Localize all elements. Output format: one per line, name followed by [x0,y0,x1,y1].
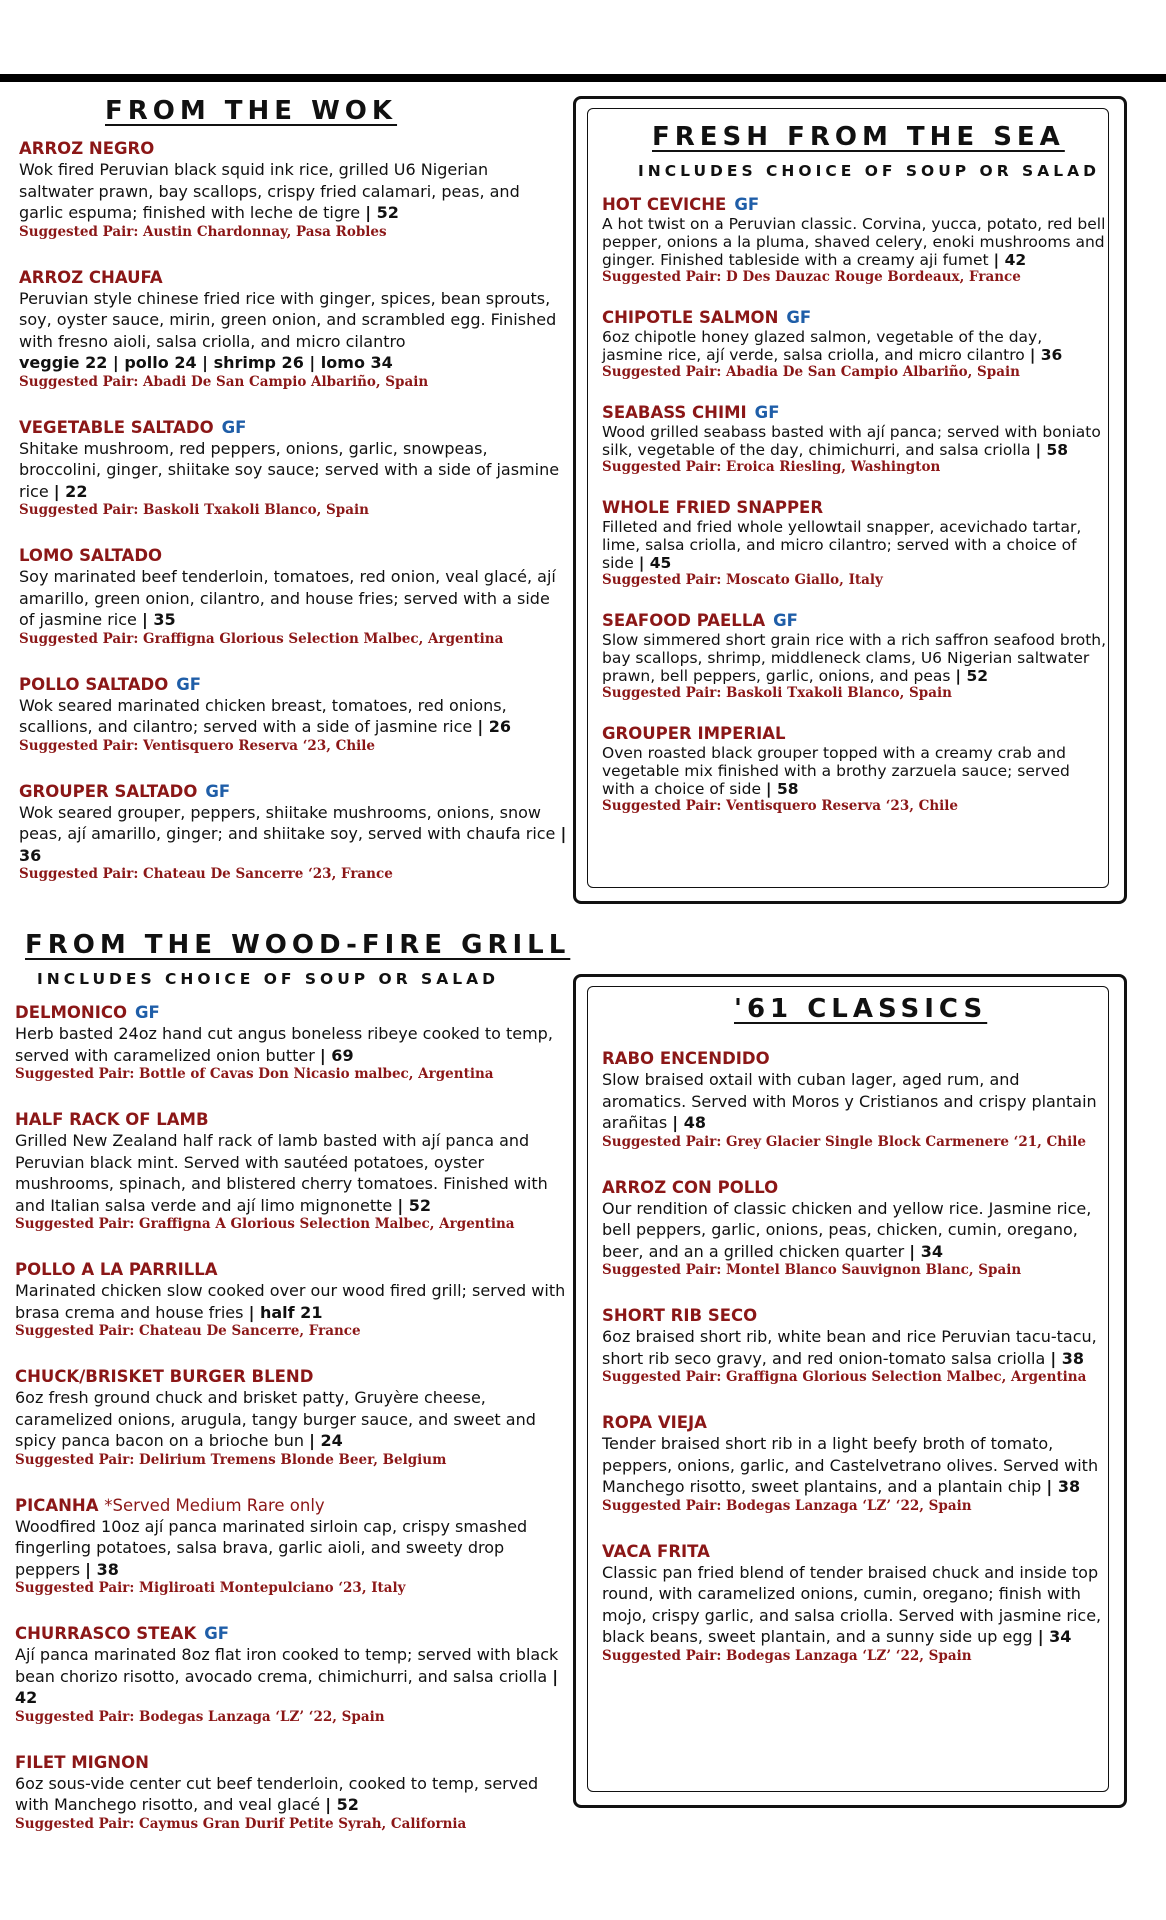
menu-item-description [15,1280,567,1323]
menu-item-description-text: Wood grilled seabass basted with ají panca; served with boniato silk, vegetable of the day, chimichurri, and salsa criolla [602,423,1101,459]
menu-item-price: | 36 [1029,346,1063,364]
menu-item-title [602,1412,1107,1433]
section-title-sea: FRESH FROM THE SEA [652,122,1065,152]
menu-item-description [602,1198,1107,1263]
section-subtitle-grill: INCLUDES CHOICE OF SOUP OR SALAD [37,970,499,988]
menu-item [602,723,1107,815]
menu-item-description-text: Marinated chicken slow cooked over our wood fired grill; served with brasa crema and house fries [15,1281,566,1322]
menu-item-name: GROUPER IMPERIAL [602,724,786,743]
menu-item-description [19,802,567,867]
menu-item [19,545,567,648]
wine-pairing: Suggested Pair: Baskoli Txakoli Blanco, Spain [19,502,369,518]
gluten-free-badge: GF [754,403,780,422]
menu-item-name: FILET MIGNON [15,1752,149,1772]
menu-item-name: HALF RACK OF LAMB [15,1110,209,1129]
menu-item-name: GROUPER SALTADO [19,781,198,801]
menu-item [602,497,1107,589]
menu-item-title [602,1048,1107,1069]
menu-item [19,138,567,241]
menu-item-name: VEGETABLE SALTADO [19,417,214,437]
menu-item-description [15,1644,567,1709]
menu-item-name: SEAFOOD PAELLA [602,611,766,630]
wine-pairing: Suggested Pair: Abadi De San Campio Albariño, Spain [19,373,429,390]
menu-item-name: WHOLE FRIED SNAPPER [602,498,824,517]
menu-item [15,1366,567,1469]
menu-item-title [602,1305,1107,1326]
menu-item-name: CHUCK/BRISKET BURGER BLEND [15,1367,314,1386]
menu-item-description-text: Wok fired Peruvian black squid ink rice, grilled U6 Nigerian saltwater prawn, bay scallops, crispy fried calamari, peas, and garlic espuma; finished with leche de tigre [19,160,520,222]
menu-item-note: *Served Medium Rare only [104,1495,325,1515]
menu-item-price-options: veggie 22 | pollo 24 | shrimp 26 | lomo 34 [19,353,393,372]
menu-item-price: | 34 [1037,1627,1072,1646]
menu-item-name: ARROZ CHAUFA [19,267,163,287]
menu-item-title [15,1109,567,1130]
menu-item-title [19,781,567,802]
wine-pairing: Suggested Pair: Graffigna Glorious Selection Malbec, Argentina [602,1369,1087,1385]
menu-item-description [19,695,567,738]
menu-item-description [602,1326,1107,1369]
menu-item-title [602,723,1107,744]
menu-item [15,1752,567,1833]
menu-item-description-text: 6oz sous-vide center cut beef tenderloin, cooked to temp, served with Manchego risotto, and veal glacé [15,1773,539,1814]
menu-item-title [602,194,1107,215]
grill-items [15,1002,567,1833]
wine-pairing: Suggested Pair: Bodegas Lanzaga ‘LZ’ ‘22, Spain [15,1708,385,1725]
menu-item-name: POLLO SALTADO [19,674,169,694]
menu-item-title [602,402,1107,423]
menu-item-price: | 42 [993,251,1027,269]
menu-item-name: LOMO SALTADO [19,546,163,565]
menu-item-description [15,1387,567,1452]
section-subtitle-sea: INCLUDES CHOICE OF SOUP OR SALAD [638,162,1100,180]
gluten-free-badge: GF [204,1624,230,1643]
menu-item-description [602,518,1107,572]
menu-item [15,1259,567,1340]
menu-item-description [15,1130,567,1216]
menu-item [602,610,1107,702]
menu-item-description [19,159,567,224]
wine-pairing: Suggested Pair: Chateau De Sancerre ‘23, France [19,866,393,882]
menu-item-title [602,1541,1107,1562]
menu-item-title [19,674,567,695]
wine-pairing: Suggested Pair: Caymus Gran Durif Petite Syrah, California [15,1815,467,1832]
menu-item-description [15,1773,567,1816]
menu-item-price: | 45 [638,554,672,572]
menu-item [602,1048,1107,1151]
menu-item [602,307,1107,381]
menu-item-title [602,610,1107,631]
menu-item-price: | 48 [672,1113,706,1132]
menu-item-description-text: Peruvian style chinese fried rice with ginger, spices, bean sprouts, soy, oyster sauce, mirin, green onion, and scrambled egg. Finished with fresno aioli, salsa criolla, and micro cilantro [19,288,557,351]
menu-item-description-text: Our rendition of classic chicken and yellow rice. Jasmine rice, bell peppers, garlic, onions, peas, chicken, cumin, oregano, beer, and an a grilled chicken quarter [602,1198,1092,1261]
menu-item-price: | 26 [477,717,512,736]
menu-item-name: CHURRASCO STEAK [15,1624,197,1643]
menu-item-title [19,545,567,566]
menu-item-description [602,1562,1107,1648]
menu-item-name: POLLO A LA PARRILLA [15,1260,218,1279]
menu-item-price: | 52 [955,667,989,685]
menu-item-price: | 52 [397,1195,432,1215]
gluten-free-badge: GF [205,781,231,801]
wine-pairing: Suggested Pair: Bodegas Lanzaga ‘LZ’ ‘22, Spain [602,1647,972,1664]
menu-item-description-text: Tender braised short rib in a light beefy broth of tomato, peppers, onions, garlic, and Castelvetrano olives. Served with Manchego risotto, sweet plantains, and a plantain chip [602,1434,1099,1496]
top-rule [0,74,1166,82]
menu-item [602,194,1107,286]
menu-item-price: | 36 [19,824,567,865]
menu-item-title [15,1495,567,1516]
menu-item-description-text: 6oz chipotle honey glazed salmon, vegetable of the day, jasmine rice, ají verde, salsa criolla, and micro cilantro [602,328,1043,364]
menu-item-price: | 38 [85,1559,119,1579]
menu-item-description [19,566,567,631]
menu-item-name: ARROZ NEGRO [19,139,155,158]
wine-pairing: Suggested Pair: Bottle of Cavas Don Nicasio malbec, Argentina [15,1066,494,1082]
section-title-classics: '61 CLASSICS [734,994,988,1024]
menu-item [602,1412,1107,1515]
section-sea [602,122,1107,836]
menu-item-description-text: Shitake mushroom, red peppers, onions, garlic, snowpeas, broccolini, ginger, shiitake soy sauce; served with a side of jasmine rice [19,438,560,501]
menu-item-description-text: Herb basted 24oz hand cut angus boneless ribeye cooked to temp, served with caramelized onion butter [15,1024,553,1065]
menu-item [15,1623,567,1726]
menu-item-description-text: Classic pan fried blend of tender braised chuck and inside top round, with caramelized onions, cumin, oregano; finish with mojo, crispy garlic, and salsa criolla. Served with jasmine rice, black beans, sweet plantain, and a sunny side up egg [602,1562,1102,1646]
gluten-free-badge: GF [786,308,812,327]
menu-item-name: ROPA VIEJA [602,1413,707,1432]
menu-item-price: | 42 [15,1666,559,1707]
menu-item-name: CHIPOTLE SALMON [602,308,779,327]
menu-item [15,1495,567,1598]
menu-item-description-text: A hot twist on a Peruvian classic. Corvina, yucca, potato, red bell pepper, onions a la pluma, shaved celery, enoki mushrooms and ginger. Finished tableside with a creamy aji fumet [602,215,1106,269]
menu-item-description [602,1433,1107,1498]
sea-items [602,194,1107,815]
gluten-free-badge: GF [221,417,247,437]
menu-item [15,1109,567,1233]
menu-item-name: SEABASS CHIMI [602,403,747,422]
menu-item-description-text: Oven roasted black grouper topped with a creamy crab and vegetable mix finished with a brothy zarzuela sauce; served with a choice of side [602,744,1070,798]
menu-item-description-text: Filleted and fried whole yellowtail snapper, acevichado tartar, lime, salsa criolla, and micro cilantro; served with a choice of side [602,518,1082,572]
gluten-free-badge: GF [734,195,760,214]
menu-item [19,417,567,520]
menu-item-description-text: Grilled New Zealand half rack of lamb basted with ají panca and Peruvian black mint. Served with sautéed potatoes, oyster mushrooms, spinach, and blistered cherry tomatoes. Finished with and Italian salsa verde and ají limo mignonette [15,1131,548,1215]
menu-item-description-text: Wok seared marinated chicken breast, tomatoes, red onions, scallions, and cilantro; served with a side of jasmine rice [19,695,507,736]
wine-pairing: Suggested Pair: Ventisquero Reserva ‘23, Chile [19,737,376,754]
menu-item-name: RABO ENCENDIDO [602,1049,770,1068]
wine-pairing: Suggested Pair: Chateau De Sancerre, France [15,1323,361,1339]
menu-item [15,1002,567,1083]
menu-item [602,1541,1107,1665]
menu-item-title [602,307,1107,328]
classics-items [602,1048,1107,1665]
section-wok [19,96,567,909]
menu-item-description [15,1023,567,1066]
menu-item-title [602,1177,1107,1198]
menu-item [19,674,567,755]
gluten-free-badge: GF [176,674,202,694]
menu-item-description-text: Ají panca marinated 8oz flat iron cooked to temp; served with black bean chorizo risotto, avocado crema, chimichurri, and salsa criolla [15,1645,559,1686]
menu-item-price: | 22 [53,481,88,501]
wine-pairing: Suggested Pair: D Des Dauzac Rouge Bordeaux, France [602,269,1021,285]
menu-item-description [602,328,1107,364]
gluten-free-badge: GF [773,611,798,630]
wine-pairing: Suggested Pair: Eroica Riesling, Washington [602,459,941,475]
wine-pairing: Suggested Pair: Bodegas Lanzaga ‘LZ’ ‘22, Spain [602,1497,972,1514]
menu-item [19,781,567,884]
menu-item-price: | 24 [309,1431,343,1450]
section-classics [602,994,1107,1691]
menu-item-description-text: 6oz fresh ground chuck and brisket patty, Gruyère cheese, caramelized onions, arugula, tangy burger sauce, and sweet and spicy panca bacon on a brioche bun [15,1388,536,1450]
section-title-grill: FROM THE WOOD-FIRE GRILL [25,930,571,960]
menu-item-title [15,1623,567,1644]
menu-item-description-text: Woodfired 10oz ají panca marinated sirloin cap, crispy smashed fingerling potatoes, salsa brava, garlic aioli, and sweety drop peppers [15,1516,528,1579]
wine-pairing: Suggested Pair: Migliroati Montepulciano ‘23, Italy [15,1580,406,1596]
menu-item-name: DELMONICO [15,1003,128,1022]
menu-item-title [19,138,567,159]
section-grill [15,930,571,1859]
wok-items [19,138,567,883]
menu-item-price: | 38 [1050,1348,1085,1368]
menu-item-description [602,423,1107,459]
wine-pairing: Suggested Pair: Abadia De San Campio Albariño, Spain [602,364,1020,380]
menu-item [602,1177,1107,1280]
menu-item [602,402,1107,476]
menu-item-description [19,288,567,353]
wine-pairing: Suggested Pair: Baskoli Txakoli Blanco, Spain [602,685,952,701]
menu-item-title [15,1366,567,1387]
menu-item-price: | 35 [141,610,176,629]
wine-pairing: Suggested Pair: Ventisquero Reserva ‘23, Chile [602,798,959,814]
menu-item [19,267,567,391]
wine-pairing: Suggested Pair: Austin Chardonnay, Pasa Robles [19,223,387,240]
wine-pairing: Suggested Pair: Graffigna Glorious Selection Malbec, Argentina [19,630,504,647]
menu-item-title [15,1752,567,1773]
wine-pairing: Suggested Pair: Montel Blanco Sauvignon Blanc, Spain [602,1262,1022,1278]
menu-item-description [602,744,1107,798]
menu-item-name: SHORT RIB SECO [602,1306,758,1325]
menu-item-price: | 52 [325,1795,359,1814]
menu-item-title [19,417,567,438]
menu-item-title [15,1002,567,1023]
wine-pairing: Suggested Pair: Grey Glacier Single Block Carmenere ‘21, Chile [602,1133,1086,1150]
menu-item [602,1305,1107,1386]
menu-item-price: | 34 [909,1241,943,1261]
menu-item-price: | 38 [1046,1477,1081,1496]
menu-item-name: VACA FRITA [602,1541,710,1561]
menu-item-description-text: Soy marinated beef tenderloin, tomatoes, red onion, veal glacé, ají amarillo, green onion, cilantro, and house fries; served with a side of jasmine rice [19,567,556,629]
menu-item-description [19,438,567,503]
menu-item-price: | half 21 [248,1302,323,1322]
menu-item-name: ARROZ CON POLLO [602,1177,779,1197]
wine-pairing: Suggested Pair: Graffigna A Glorious Selection Malbec, Argentina [15,1216,515,1232]
menu-item-title [602,497,1107,518]
menu-item-title [15,1259,567,1280]
menu-item-description [15,1516,567,1581]
menu-item-description [602,215,1107,269]
menu-item-name: PICANHA [15,1495,99,1515]
section-title-wok: FROM THE WOK [105,96,398,126]
menu-item-price: | 58 [1035,441,1069,459]
menu-item-price: | 52 [365,203,399,222]
menu-item-description-text: Slow simmered short grain rice with a rich saffron seafood broth, bay scallops, shrimp, middleneck clams, U6 Nigerian saltwater prawn, bell peppers, garlic, onions, and peas [602,631,1107,685]
menu-item-description-text: Slow braised oxtail with cuban lager, aged rum, and aromatics. Served with Moros y Cristianos and crispy plantain arañitas [602,1070,1097,1132]
wine-pairing: Suggested Pair: Moscato Giallo, Italy [602,572,883,588]
menu-item-description [602,1069,1107,1134]
menu-item-description [602,631,1107,685]
menu-item-price: | 69 [319,1045,354,1065]
wine-pairing: Suggested Pair: Delirium Tremens Blonde Beer, Belgium [15,1451,447,1468]
menu-item-description-text: Wok seared grouper, peppers, shiitake mushrooms, onions, snow peas, ají amarillo, ginger; and shiitake soy, served with chaufa rice [19,802,556,843]
menu-item-price: | 58 [765,780,799,798]
menu-item-name: HOT CEVICHE [602,195,727,214]
menu-item-description-text: 6oz braised short rib, white bean and rice Peruvian tacu-tacu, short rib seco gravy, and red onion-tomato salsa criolla [602,1327,1097,1368]
gluten-free-badge: GF [135,1003,160,1022]
menu-item-title [19,267,567,288]
